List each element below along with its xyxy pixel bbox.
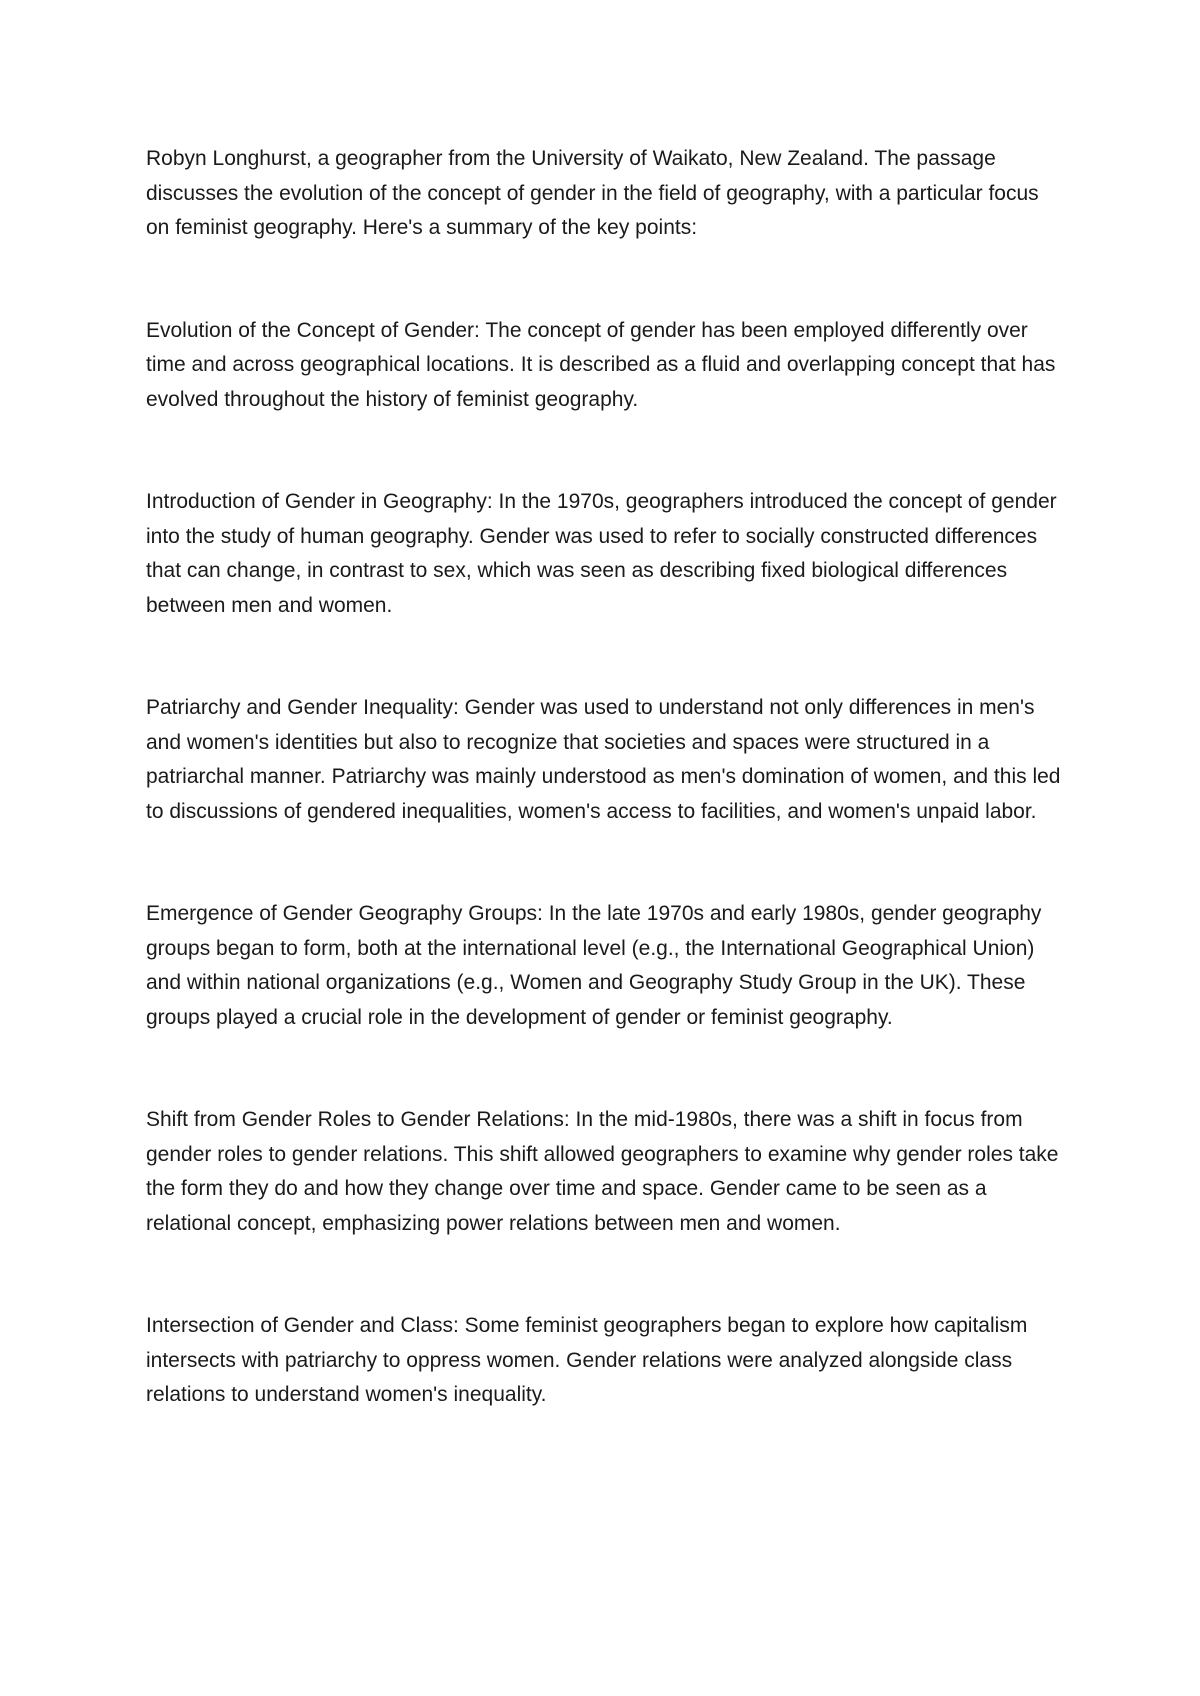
paragraph-evolution-of-gender: Evolution of the Concept of Gender: The concept of gender has been employed differently over time and across geographical locations. It is described as a fluid and overlapping concept that has evolved throughout the history of feminist geography. — [146, 318, 1056, 411]
paragraph-gender-geography-groups: Emergence of Gender Geography Groups: In the late 1970s and early 1980s, gender geography groups began to form, both at the international level (e.g., the International Geographical Union) and within national organizations (e.g., Women and Geography Study Group in the UK). These groups played a crucial role in the development of gender or feminist geography. — [146, 902, 1042, 1029]
paragraph-gender-and-class: Intersection of Gender and Class: Some feminist geographers began to explore how capitalism intersects with patriarchy to oppress women. Gender relations were analyzed alongside class relations to understand women's inequality. — [146, 1314, 1028, 1406]
paragraph-roles-to-relations: Shift from Gender Roles to Gender Relations: In the mid-1980s, there was a shift in focus from gender roles to gender relations. This shift allowed geographers to examine why gender roles take the form they do and how they change over time and space. Gender came to be seen as a relational concept, emphasizing power relations between men and women. — [146, 1108, 1059, 1235]
document-body — [146, 142, 1066, 1481]
paragraph-patriarchy-inequality: Patriarchy and Gender Inequality: Gender was used to understand not only differences in men's and women's identities but also to recognize that societies and spaces were structured in a patriarchal manner. Patriarchy was mainly understood as men's domination of women, and this led to discussions of gendered inequalities, women's access to facilities, and women's unpaid labor. — [146, 696, 1061, 823]
paragraph-introduction-of-gender: Introduction of Gender in Geography: In the 1970s, geographers introduced the concept of gender into the study of human geography. Gender was used to refer to socially constructed differences that can change, in contrast to sex, which was seen as describing fixed biological differences between men and women. — [146, 490, 1057, 617]
intro-paragraph: Robyn Longhurst, a geographer from the University of Waikato, New Zealand. The passage discusses the evolution of the concept of gender in the field of geography, with a particular focus on feminist geography. Here's a summary of the key points: — [146, 147, 1039, 239]
